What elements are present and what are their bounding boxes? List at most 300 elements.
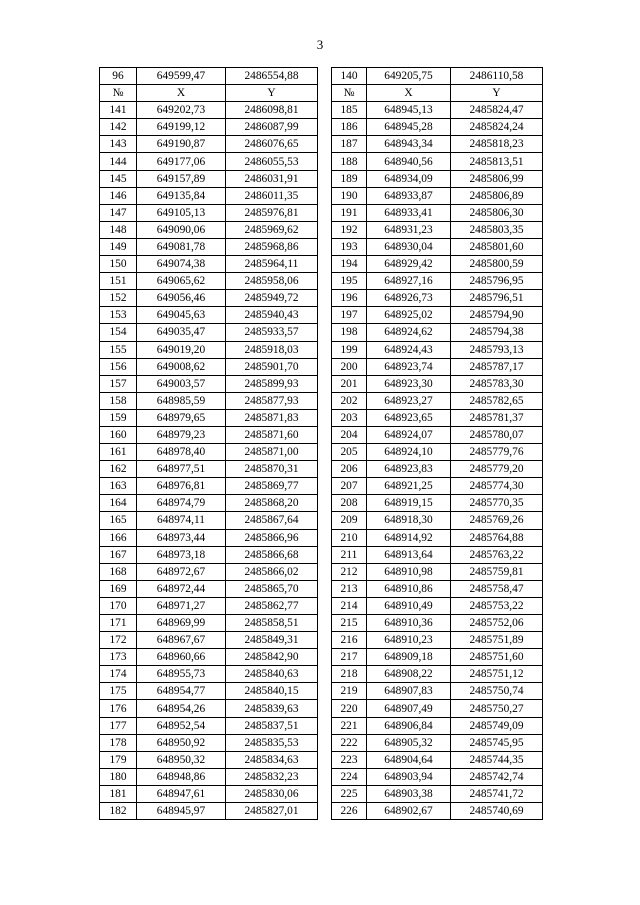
table-row (332, 666, 543, 683)
table-row (100, 597, 318, 614)
y-coordinate: 2485793,13 (451, 341, 543, 358)
point-number: 186 (332, 119, 367, 136)
y-coordinate: 2485751,89 (451, 632, 543, 649)
y-coordinate: 2485801,60 (451, 238, 543, 255)
x-coordinate: 649056,46 (137, 290, 226, 307)
x-coordinate: 648924,07 (367, 426, 451, 443)
table-row (100, 136, 318, 153)
x-coordinate: 648919,15 (367, 495, 451, 512)
x-coordinate: 648985,59 (137, 392, 226, 409)
point-number: 176 (100, 700, 137, 717)
table-row (100, 751, 318, 768)
y-coordinate: 2485818,23 (451, 136, 543, 153)
x-coordinate: 648947,61 (137, 785, 226, 802)
point-number: 155 (100, 341, 137, 358)
x-coordinate: 648906,84 (367, 717, 451, 734)
table-row (332, 495, 543, 512)
x-coordinate: 648925,02 (367, 307, 451, 324)
table-row (100, 238, 318, 255)
point-number: 218 (332, 666, 367, 683)
x-coordinate: 648978,40 (137, 444, 226, 461)
y-coordinate: 2485806,30 (451, 204, 543, 221)
point-number: 163 (100, 478, 137, 495)
header-row (100, 85, 318, 102)
table-row (332, 580, 543, 597)
x-coordinate: 648923,65 (367, 409, 451, 426)
table-row (332, 683, 543, 700)
table-row (332, 717, 543, 734)
x-coordinate: 648943,34 (367, 136, 451, 153)
y-coordinate: 2485827,01 (226, 803, 318, 820)
point-number: 195 (332, 273, 367, 290)
point-number: 141 (100, 102, 137, 119)
x-coordinate: 649019,20 (137, 341, 226, 358)
point-number: 202 (332, 392, 367, 409)
table-row (100, 102, 318, 119)
y-coordinate: 2485869,77 (226, 478, 318, 495)
point-number: 215 (332, 615, 367, 632)
point-number: 181 (100, 785, 137, 802)
table-row (100, 290, 318, 307)
y-coordinate: 2485871,00 (226, 444, 318, 461)
continuation-row (332, 68, 543, 85)
point-number: 159 (100, 409, 137, 426)
x-coordinate: 648940,56 (367, 153, 451, 170)
table-row (100, 375, 318, 392)
y-coordinate: 2485806,99 (451, 170, 543, 187)
point-number: 174 (100, 666, 137, 683)
header-row (332, 85, 543, 102)
point-number: 220 (332, 700, 367, 717)
point-number: 154 (100, 324, 137, 341)
x-header: X (137, 85, 226, 102)
y-coordinate: 2486087,99 (226, 119, 318, 136)
x-coordinate: 648955,73 (137, 666, 226, 683)
continuation-row (100, 68, 318, 85)
table-row (100, 273, 318, 290)
number-header: № (100, 85, 137, 102)
y-coordinate: 2485800,59 (451, 256, 543, 273)
x-coordinate: 648923,30 (367, 375, 451, 392)
x-coordinate: 648934,09 (367, 170, 451, 187)
point-number: 188 (332, 153, 367, 170)
point-number: 145 (100, 170, 137, 187)
point-number: 208 (332, 495, 367, 512)
x-coordinate: 649081,78 (137, 238, 226, 255)
point-number: 143 (100, 136, 137, 153)
x-coordinate: 648909,18 (367, 649, 451, 666)
x-coordinate: 648913,64 (367, 546, 451, 563)
y-coordinate: 2485764,88 (451, 529, 543, 546)
table-row (332, 426, 543, 443)
y-coordinate: 2485866,02 (226, 563, 318, 580)
y-coordinate: 2485796,51 (451, 290, 543, 307)
x-coordinate: 648921,25 (367, 478, 451, 495)
point-number: 211 (332, 546, 367, 563)
x-coordinate: 648945,28 (367, 119, 451, 136)
x-coordinate: 648910,36 (367, 615, 451, 632)
table-row (332, 119, 543, 136)
point-number: 96 (100, 68, 137, 85)
table-row (100, 478, 318, 495)
table-row (332, 512, 543, 529)
y-coordinate: 2485832,23 (226, 768, 318, 785)
y-coordinate: 2485837,51 (226, 717, 318, 734)
y-coordinate: 2485803,35 (451, 221, 543, 238)
x-header: X (367, 85, 451, 102)
table-row (332, 324, 543, 341)
y-coordinate: 2485901,70 (226, 358, 318, 375)
x-coordinate: 648903,94 (367, 768, 451, 785)
y-coordinate: 2485877,93 (226, 392, 318, 409)
table-row (100, 546, 318, 563)
point-number: 179 (100, 751, 137, 768)
table-row (100, 495, 318, 512)
table-row (332, 461, 543, 478)
x-coordinate: 648924,62 (367, 324, 451, 341)
table-row (332, 734, 543, 751)
table-row (332, 256, 543, 273)
y-coordinate: 2485779,20 (451, 461, 543, 478)
x-coordinate: 648924,43 (367, 341, 451, 358)
x-coordinate: 648960,66 (137, 649, 226, 666)
point-number: 190 (332, 187, 367, 204)
point-number: 172 (100, 632, 137, 649)
point-number: 152 (100, 290, 137, 307)
table-row (100, 324, 318, 341)
point-number: 146 (100, 187, 137, 204)
table-row (100, 358, 318, 375)
point-number: 191 (332, 204, 367, 221)
table-row (100, 512, 318, 529)
point-number: 158 (100, 392, 137, 409)
table-row (100, 153, 318, 170)
table-row (332, 803, 543, 820)
x-coordinate: 649199,12 (137, 119, 226, 136)
y-coordinate: 2486031,91 (226, 170, 318, 187)
point-number: 189 (332, 170, 367, 187)
table-row (100, 700, 318, 717)
point-number: 199 (332, 341, 367, 358)
table-row (332, 238, 543, 255)
y-coordinate: 2485858,51 (226, 615, 318, 632)
x-coordinate: 648910,98 (367, 563, 451, 580)
x-coordinate: 648905,32 (367, 734, 451, 751)
x-coordinate: 649074,38 (137, 256, 226, 273)
point-number: 204 (332, 426, 367, 443)
y-coordinate: 2485769,26 (451, 512, 543, 529)
point-number: 182 (100, 803, 137, 820)
x-coordinate: 649065,62 (137, 273, 226, 290)
x-coordinate: 648971,27 (137, 597, 226, 614)
point-number: 216 (332, 632, 367, 649)
x-coordinate: 648954,77 (137, 683, 226, 700)
point-number: 147 (100, 204, 137, 221)
x-coordinate: 648977,51 (137, 461, 226, 478)
table-row (100, 649, 318, 666)
x-coordinate: 648903,38 (367, 785, 451, 802)
table-row (332, 409, 543, 426)
y-coordinate: 2485824,47 (451, 102, 543, 119)
point-number: 157 (100, 375, 137, 392)
table-row (100, 187, 318, 204)
x-coordinate: 648914,92 (367, 529, 451, 546)
table-row (100, 221, 318, 238)
y-coordinate: 2485868,20 (226, 495, 318, 512)
y-coordinate: 2485899,93 (226, 375, 318, 392)
point-number: 196 (332, 290, 367, 307)
x-coordinate: 648910,86 (367, 580, 451, 597)
x-coordinate: 649135,84 (137, 187, 226, 204)
x-coordinate: 649190,87 (137, 136, 226, 153)
x-coordinate: 648967,67 (137, 632, 226, 649)
table-row (332, 444, 543, 461)
table-row (332, 768, 543, 785)
table-row (332, 529, 543, 546)
x-coordinate: 648926,73 (367, 290, 451, 307)
table-row (100, 307, 318, 324)
point-number: 166 (100, 529, 137, 546)
table-row (332, 153, 543, 170)
point-number: 175 (100, 683, 137, 700)
point-number: 210 (332, 529, 367, 546)
table-row (100, 803, 318, 820)
table-row (332, 751, 543, 768)
y-coordinate: 2485783,30 (451, 375, 543, 392)
table-body (100, 68, 318, 820)
y-coordinate: 2485742,74 (451, 768, 543, 785)
x-coordinate: 648973,44 (137, 529, 226, 546)
x-coordinate: 649008,62 (137, 358, 226, 375)
x-coordinate: 648929,42 (367, 256, 451, 273)
x-coordinate: 648924,10 (367, 444, 451, 461)
table-row (100, 632, 318, 649)
point-number: 187 (332, 136, 367, 153)
y-coordinate: 2485842,90 (226, 649, 318, 666)
x-coordinate: 649599,47 (137, 68, 226, 85)
y-coordinate: 2485749,09 (451, 717, 543, 734)
point-number: 150 (100, 256, 137, 273)
table-row (332, 341, 543, 358)
table-row (332, 632, 543, 649)
point-number: 221 (332, 717, 367, 734)
y-coordinate: 2485867,64 (226, 512, 318, 529)
table-row (100, 717, 318, 734)
point-number: 169 (100, 580, 137, 597)
point-number: 144 (100, 153, 137, 170)
x-coordinate: 648902,67 (367, 803, 451, 820)
point-number: 148 (100, 221, 137, 238)
table-row (100, 256, 318, 273)
point-number: 193 (332, 238, 367, 255)
y-coordinate: 2485763,22 (451, 546, 543, 563)
x-coordinate: 648945,13 (367, 102, 451, 119)
point-number: 192 (332, 221, 367, 238)
y-coordinate: 2485839,63 (226, 700, 318, 717)
table-row (100, 426, 318, 443)
x-coordinate: 649202,73 (137, 102, 226, 119)
point-number: 200 (332, 358, 367, 375)
point-number: 207 (332, 478, 367, 495)
y-coordinate: 2485782,65 (451, 392, 543, 409)
table-row (332, 221, 543, 238)
x-coordinate: 649090,06 (137, 221, 226, 238)
point-number: 160 (100, 426, 137, 443)
x-coordinate: 648952,54 (137, 717, 226, 734)
y-coordinate: 2486055,53 (226, 153, 318, 170)
x-coordinate: 648931,23 (367, 221, 451, 238)
point-number: 219 (332, 683, 367, 700)
table-row (332, 375, 543, 392)
coordinates-table-left (99, 67, 318, 820)
y-coordinate: 2485933,57 (226, 324, 318, 341)
point-number: 171 (100, 615, 137, 632)
x-coordinate: 648910,49 (367, 597, 451, 614)
point-number: 224 (332, 768, 367, 785)
point-number: 212 (332, 563, 367, 580)
table-row (100, 683, 318, 700)
y-coordinate: 2485745,95 (451, 734, 543, 751)
table-row (100, 444, 318, 461)
point-number: 170 (100, 597, 137, 614)
y-coordinate: 2485796,95 (451, 273, 543, 290)
point-number: 151 (100, 273, 137, 290)
table-row (332, 102, 543, 119)
point-number: 173 (100, 649, 137, 666)
y-coordinate: 2486110,58 (451, 68, 543, 85)
point-number: 203 (332, 409, 367, 426)
point-number: 214 (332, 597, 367, 614)
y-coordinate: 2485835,53 (226, 734, 318, 751)
y-coordinate: 2485806,89 (451, 187, 543, 204)
y-header: Y (226, 85, 318, 102)
x-coordinate: 648969,99 (137, 615, 226, 632)
x-coordinate: 649177,06 (137, 153, 226, 170)
x-coordinate: 648918,30 (367, 512, 451, 529)
x-coordinate: 648923,83 (367, 461, 451, 478)
y-coordinate: 2485813,51 (451, 153, 543, 170)
table-row (332, 170, 543, 187)
x-coordinate: 648973,18 (137, 546, 226, 563)
point-number: 185 (332, 102, 367, 119)
y-coordinate: 2485744,35 (451, 751, 543, 768)
point-number: 156 (100, 358, 137, 375)
y-coordinate: 2485969,62 (226, 221, 318, 238)
y-header: Y (451, 85, 543, 102)
y-coordinate: 2485752,06 (451, 615, 543, 632)
table-row (332, 649, 543, 666)
table-row (332, 546, 543, 563)
x-coordinate: 648948,86 (137, 768, 226, 785)
x-coordinate: 648923,27 (367, 392, 451, 409)
x-coordinate: 648907,83 (367, 683, 451, 700)
table-row (100, 392, 318, 409)
y-coordinate: 2486011,35 (226, 187, 318, 204)
x-coordinate: 648927,16 (367, 273, 451, 290)
y-coordinate: 2485750,27 (451, 700, 543, 717)
y-coordinate: 2485830,06 (226, 785, 318, 802)
y-coordinate: 2485779,76 (451, 444, 543, 461)
y-coordinate: 2485871,83 (226, 409, 318, 426)
table-row (332, 307, 543, 324)
table-row (100, 204, 318, 221)
page-number: 3 (316, 37, 324, 52)
point-number: 164 (100, 495, 137, 512)
x-coordinate: 649105,13 (137, 204, 226, 221)
x-coordinate: 648904,64 (367, 751, 451, 768)
y-coordinate: 2486554,88 (226, 68, 318, 85)
table-row (332, 273, 543, 290)
x-coordinate: 648933,87 (367, 187, 451, 204)
point-number: 198 (332, 324, 367, 341)
table-row (332, 785, 543, 802)
table-row (100, 768, 318, 785)
y-coordinate: 2485840,63 (226, 666, 318, 683)
table-row (100, 170, 318, 187)
y-coordinate: 2485865,70 (226, 580, 318, 597)
y-coordinate: 2485741,72 (451, 785, 543, 802)
y-coordinate: 2485871,60 (226, 426, 318, 443)
table-row (100, 785, 318, 802)
table-row (100, 734, 318, 751)
table-row (100, 461, 318, 478)
point-number: 217 (332, 649, 367, 666)
x-coordinate: 649205,75 (367, 68, 451, 85)
x-coordinate: 648945,97 (137, 803, 226, 820)
y-coordinate: 2485750,74 (451, 683, 543, 700)
x-coordinate: 649003,57 (137, 375, 226, 392)
x-coordinate: 648933,41 (367, 204, 451, 221)
x-coordinate: 648954,26 (137, 700, 226, 717)
point-number: 149 (100, 238, 137, 255)
y-coordinate: 2485758,47 (451, 580, 543, 597)
table-row (332, 478, 543, 495)
y-coordinate: 2485866,68 (226, 546, 318, 563)
point-number: 197 (332, 307, 367, 324)
table-row (332, 597, 543, 614)
table-body (332, 68, 543, 820)
x-coordinate: 648950,32 (137, 751, 226, 768)
table-row (332, 563, 543, 580)
y-coordinate: 2485840,15 (226, 683, 318, 700)
y-coordinate: 2485824,24 (451, 119, 543, 136)
point-number: 177 (100, 717, 137, 734)
point-number: 205 (332, 444, 367, 461)
table-row (332, 392, 543, 409)
x-coordinate: 648976,81 (137, 478, 226, 495)
table-row (332, 358, 543, 375)
x-coordinate: 648972,67 (137, 563, 226, 580)
point-number: 194 (332, 256, 367, 273)
coordinates-table-right (331, 67, 543, 820)
y-coordinate: 2485794,38 (451, 324, 543, 341)
point-number: 161 (100, 444, 137, 461)
table-row (332, 204, 543, 221)
point-number: 226 (332, 803, 367, 820)
y-coordinate: 2485751,12 (451, 666, 543, 683)
point-number: 140 (332, 68, 367, 85)
point-number: 180 (100, 768, 137, 785)
y-coordinate: 2485940,43 (226, 307, 318, 324)
point-number: 213 (332, 580, 367, 597)
y-coordinate: 2485787,17 (451, 358, 543, 375)
y-coordinate: 2485964,11 (226, 256, 318, 273)
x-coordinate: 649045,63 (137, 307, 226, 324)
x-coordinate: 648923,74 (367, 358, 451, 375)
y-coordinate: 2485968,86 (226, 238, 318, 255)
y-coordinate: 2485976,81 (226, 204, 318, 221)
x-coordinate: 648979,23 (137, 426, 226, 443)
